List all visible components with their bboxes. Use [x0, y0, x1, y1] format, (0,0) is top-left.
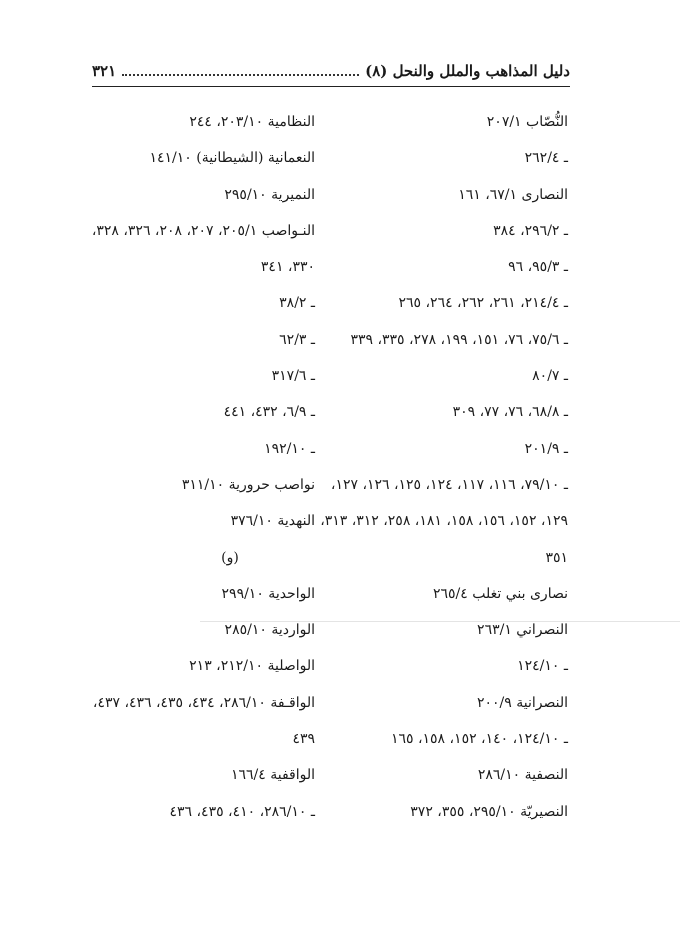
left-column: [85, 104, 315, 830]
index-entry: ـ ٦٢/٣: [279, 331, 315, 348]
index-entry: الواقفية ١٦٦/٤: [230, 767, 315, 784]
index-entry: ـ ٦/٩، ٤٣٢، ٤٤١: [223, 404, 315, 421]
index-entry: ـ ٢٦٢/٤: [524, 150, 568, 167]
running-header: [92, 62, 570, 84]
index-entry: ـ ٩٥/٣، ٩٦: [508, 259, 568, 276]
index-entry: النُّصّاب ٢٠٧/١: [486, 114, 568, 130]
index-entry: ـ ٢١٤/٤، ٢٦١، ٢٦٢، ٢٦٤، ٢٦٥: [398, 295, 568, 312]
index-entry: الواقـفة ٢٨٦/١٠، ٤٣٤، ٤٣٥، ٤٣٦، ٤٣٧،: [92, 694, 315, 711]
index-entry: ١٢٩، ١٥٢، ١٥٦، ١٥٨، ١٨١، ٢٥٨، ٣١٢، ٣١٣،: [320, 513, 568, 530]
index-entry: ٣٥١: [545, 549, 568, 566]
index-entry: النـواصب ٢٠٥/١، ٢٠٧، ٢٠٨، ٣٢٦، ٣٢٨،: [91, 222, 315, 239]
index-entry: ـ ١٩٢/١٠: [264, 440, 315, 457]
index-entry: النصراني ٢٦٣/١: [477, 622, 568, 639]
index-entry: الواحدية ٢٩٩/١٠: [221, 585, 315, 602]
index-entry: ـ ٧٩/١٠، ١١٦، ١١٧، ١٢٤، ١٢٥، ١٢٦، ١٢٧،: [330, 476, 568, 493]
index-entry: النعمانية (الشيطانية) ١٤١/١٠: [149, 150, 315, 167]
index-entry: النهدية ٣٧٦/١٠: [230, 513, 315, 530]
index-entry: ـ ١٢٤/١٠: [517, 658, 568, 675]
index-entry: ـ ٢٠١/٩: [524, 440, 568, 457]
index-entry: النصارى ٦٧/١، ١٦١: [458, 186, 568, 203]
index-entry: نواصب حرورية ٣١١/١٠: [181, 476, 315, 493]
index-entry: ـ ٧٥/٦، ٧٦، ١٥١، ١٩٩، ٢٧٨، ٣٣٥، ٣٣٩: [350, 331, 568, 348]
index-entry: الواردية ٢٨٥/١٠: [224, 622, 315, 639]
page-number: ٣٢١: [92, 62, 117, 80]
header-title: دليل المذاهب والملل والنحل (٨): [365, 62, 570, 80]
index-entry: ـ ٦٨/٨، ٧٦، ٧٧، ٣٠٩: [452, 404, 568, 421]
section-letter: (و): [221, 549, 239, 566]
index-entry: ـ ٢٨٦/١٠، ٤١٠، ٤٣٥، ٤٣٦: [169, 803, 315, 820]
index-entry: ٣٣٠، ٣٤١: [260, 259, 315, 276]
index-entry: النصفية ٢٨٦/١٠: [477, 767, 568, 784]
index-entry: النصيريّة ٢٩٥/١٠، ٣٥٥، ٣٧٢: [410, 803, 568, 820]
header-leader-dots: [122, 64, 359, 76]
index-entry: ـ ٣٨/٢: [279, 295, 315, 312]
index-entry: ـ ٣١٧/٦: [271, 368, 315, 385]
index-entry: نصارى بني تغلب ٢٦٥/٤: [433, 585, 568, 602]
header-rule: [92, 86, 570, 87]
index-entry: النصرانية ٢٠٠/٩: [476, 694, 568, 711]
index-entry: ـ ٢٩٦/٢، ٣٨٤: [493, 222, 568, 239]
index-entry: النميرية ٢٩٥/١٠: [224, 186, 315, 203]
index-entry: ـ ١٢٤/١٠، ١٤٠، ١٥٢، ١٥٨، ١٦٥: [390, 731, 568, 748]
right-column: [308, 104, 568, 830]
index-entry: النظامية ٢٠٣/١٠، ٢٤٤: [189, 114, 315, 130]
index-entry: ٤٣٩: [292, 731, 315, 748]
index-entry: الواصلية ٢١٢/١٠، ٢١٣: [189, 658, 315, 675]
scan-line: [200, 621, 680, 622]
index-entry: ـ ٨٠/٧: [532, 368, 568, 385]
